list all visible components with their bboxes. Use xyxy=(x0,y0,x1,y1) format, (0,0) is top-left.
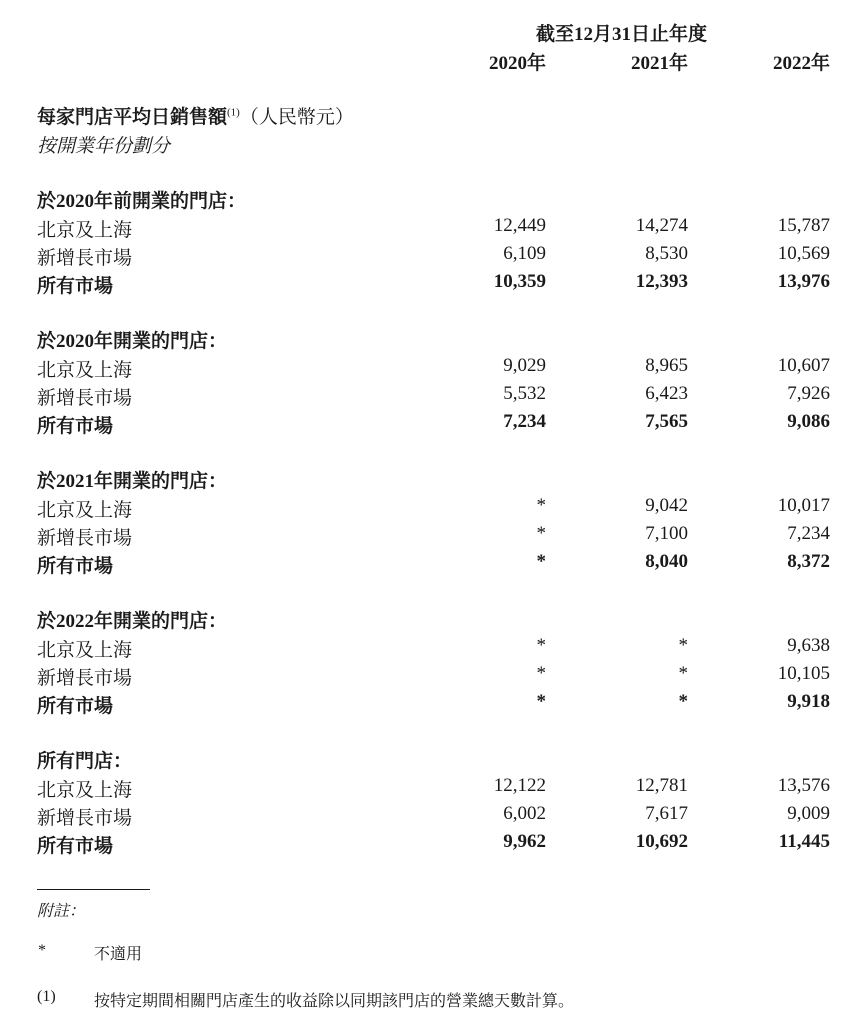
cell-value: 9,638 xyxy=(787,635,830,656)
cell-value-total: 9,962 xyxy=(503,831,546,852)
cell-value: * xyxy=(536,495,546,516)
cell-value: 13,576 xyxy=(777,775,830,796)
row-label-total: 所有市場 xyxy=(37,276,114,297)
cell-value: 12,781 xyxy=(635,775,688,796)
cell-value-total: 8,372 xyxy=(787,551,830,572)
cell-value-total: 7,565 xyxy=(645,411,688,432)
cell-value: 10,569 xyxy=(777,243,830,264)
row-label: 北京及上海 xyxy=(37,220,133,241)
cell-value: * xyxy=(536,523,546,544)
section-heading: 於2021年開業的門店： xyxy=(37,471,228,492)
section-heading: 於2020年開業的門店： xyxy=(37,331,228,352)
cell-value: 14,274 xyxy=(635,215,688,236)
table-subtitle: 按開業年份劃分 xyxy=(37,136,171,157)
row-label: 北京及上海 xyxy=(37,640,133,661)
cell-value: * xyxy=(678,635,688,656)
cell-value: 5,532 xyxy=(503,383,546,404)
cell-value: 7,617 xyxy=(645,803,688,824)
year-header-2020: 2020年 xyxy=(488,53,546,74)
cell-value: 9,029 xyxy=(503,355,546,376)
cell-value: 7,926 xyxy=(787,383,830,404)
year-header-2021: 2021年 xyxy=(630,53,688,74)
footnote-ref: (1) xyxy=(227,106,240,119)
cell-value: * xyxy=(536,635,546,656)
cell-value-total: * xyxy=(536,551,546,572)
row-label: 北京及上海 xyxy=(37,500,133,521)
cell-value: 10,017 xyxy=(777,495,830,516)
cell-value-total: 8,040 xyxy=(645,551,688,572)
cell-value: * xyxy=(536,663,546,684)
cell-value: 9,009 xyxy=(787,803,830,824)
cell-value: 10,607 xyxy=(777,355,830,376)
table-title xyxy=(37,102,354,129)
row-label: 新增長市場 xyxy=(37,528,133,549)
note-text: 按特定期間相關門店產生的收益除以同期該門店的營業總天數計算。 xyxy=(94,993,575,1010)
section-heading: 所有門店： xyxy=(37,751,133,772)
cell-value: 15,787 xyxy=(777,215,830,236)
cell-value: 12,122 xyxy=(493,775,546,796)
cell-value: 6,002 xyxy=(503,803,546,824)
cell-value: * xyxy=(678,663,688,684)
cell-value: 7,100 xyxy=(645,523,688,544)
row-label: 新增長市場 xyxy=(37,388,133,409)
row-label: 新增長市場 xyxy=(37,808,133,829)
cell-value: 7,234 xyxy=(787,523,830,544)
table-title-main: 每家門店平均日銷售額 xyxy=(37,107,228,128)
cell-value-total: 9,918 xyxy=(787,691,830,712)
row-label-total: 所有市場 xyxy=(37,556,114,577)
row-label: 新增長市場 xyxy=(37,668,133,689)
row-label-total: 所有市場 xyxy=(37,836,114,857)
period-header: 截至12月31日止年度 xyxy=(536,24,708,45)
cell-value-total: 10,359 xyxy=(493,271,546,292)
cell-value: 10,105 xyxy=(777,663,830,684)
notes-heading: 附註： xyxy=(37,903,86,920)
note-marker: * xyxy=(38,942,46,959)
year-header-2022: 2022年 xyxy=(772,53,830,74)
section-heading: 於2020年前開業的門店： xyxy=(37,191,247,212)
cell-value-total: 7,234 xyxy=(503,411,546,432)
row-label: 北京及上海 xyxy=(37,360,133,381)
cell-value-total: 12,393 xyxy=(635,271,688,292)
cell-value-total: 9,086 xyxy=(787,411,830,432)
cell-value: 8,530 xyxy=(645,243,688,264)
cell-value-total: 13,976 xyxy=(777,271,830,292)
cell-value: 6,423 xyxy=(645,383,688,404)
cell-value: 12,449 xyxy=(493,215,546,236)
cell-value-total: * xyxy=(678,691,688,712)
table-title-unit: （人民幣元） xyxy=(239,107,354,128)
section-heading: 於2022年開業的門店： xyxy=(37,611,228,632)
footnote-divider xyxy=(37,889,150,890)
row-label-total: 所有市場 xyxy=(37,416,114,437)
cell-value-total: 10,692 xyxy=(635,831,688,852)
cell-value-total: * xyxy=(536,691,546,712)
note-text: 不適用 xyxy=(94,946,143,963)
cell-value: 8,965 xyxy=(645,355,688,376)
cell-value: 9,042 xyxy=(645,495,688,516)
note-marker: (1) xyxy=(37,988,56,1005)
row-label-total: 所有市場 xyxy=(37,696,114,717)
row-label: 新增長市場 xyxy=(37,248,133,269)
row-label: 北京及上海 xyxy=(37,780,133,801)
cell-value-total: 11,445 xyxy=(778,831,830,852)
cell-value: 6,109 xyxy=(503,243,546,264)
